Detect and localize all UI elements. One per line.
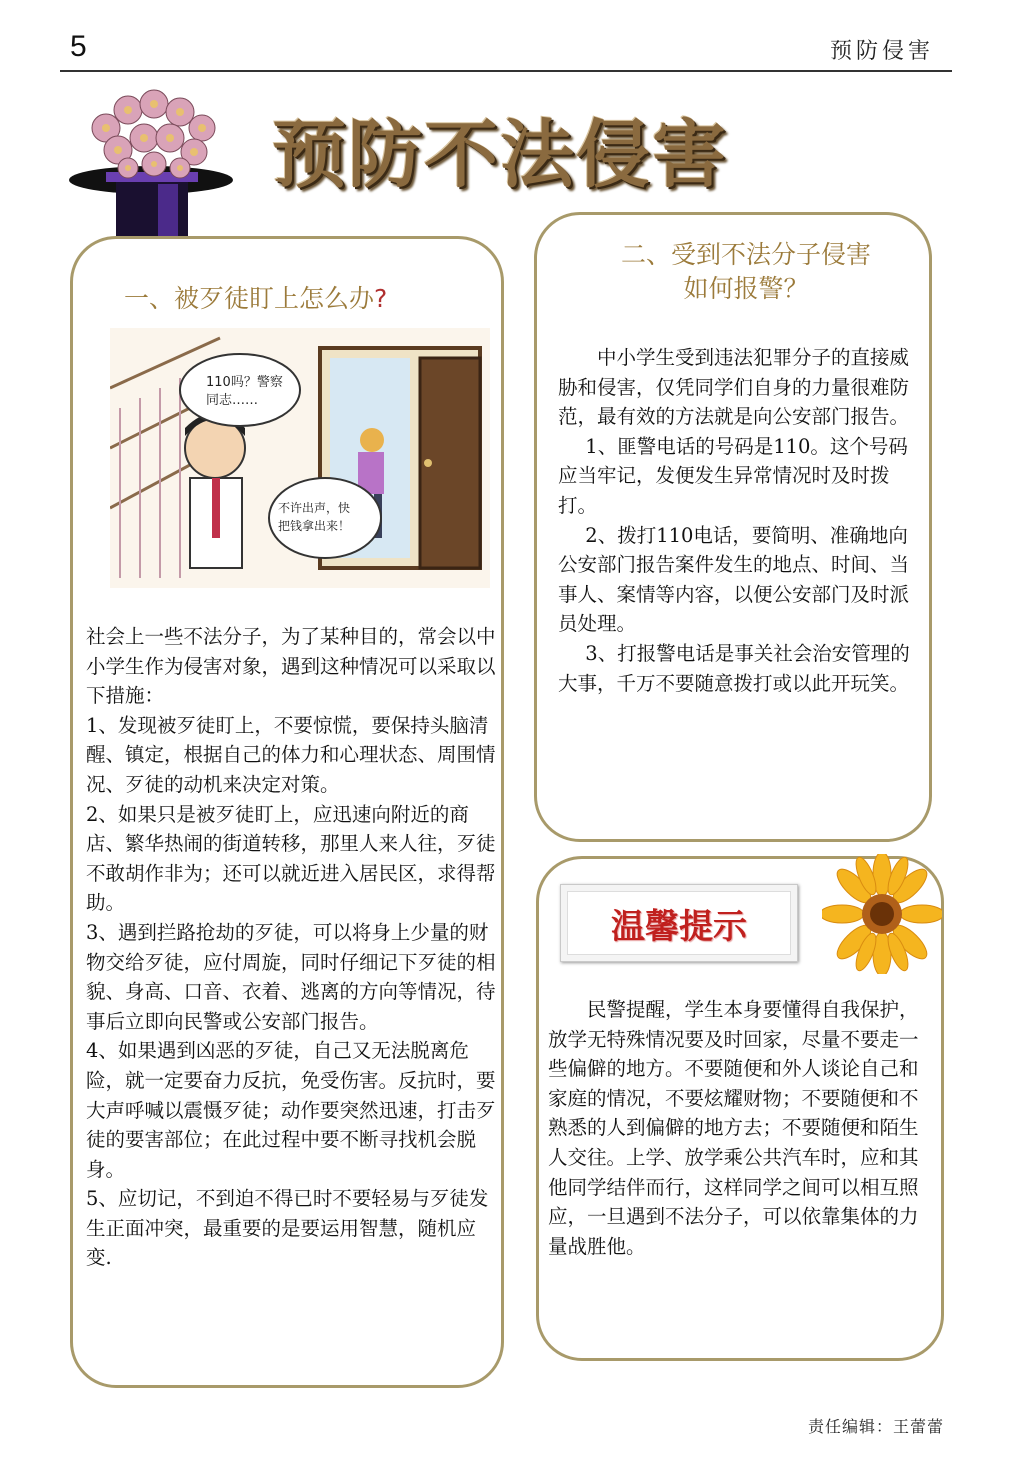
section-one-paragraph: 4、如果遇到凶恶的歹徒，自己又无法脱离危险，就一定要奋力反抗，免受伤害。反抗时，要大声呼喊以震慑歹徒；动作要突然迅速，打击歹徒的要害部位；在此过程中要不断寻找机会脱身。 <box>86 1039 496 1181</box>
tip-label-box <box>560 884 798 962</box>
header-divider <box>60 70 952 72</box>
sunflower-icon <box>822 854 942 974</box>
comic-bubble-bottom-line1: 不许出声，快 <box>278 501 351 515</box>
comic-bubble-top-line1: 110吗？警察 <box>206 375 283 390</box>
section-two-body <box>558 343 920 698</box>
section-two-intro: 中小学生受到违法犯罪分子的直接威胁和侵害，仅凭同学们自身的力量很难防范，最有效的方法就是向公安部门报告。 <box>558 346 910 429</box>
section-two-item: 1、匪警电话的号码是110。这个号码应当牢记，发便发生异常情况时及时拨打。 <box>558 434 908 517</box>
header-title: 预防侵害 <box>829 39 934 64</box>
section-two-heading-line1: 二、受到不法分子侵害 <box>620 240 871 269</box>
comic-bubble-bottom-line2: 把钱拿出来！ <box>278 519 351 533</box>
section-one-body <box>86 622 498 1273</box>
section-two-item: 2、拨打110电话，要简明、准确地向公安部门报告案件发生的地点、时间、当事人、案情等内容，以便公安部门及时派员处理。 <box>558 523 910 636</box>
section-one-paragraph: 5、应切记，不到迫不得已时不要轻易与歹徒发生正面冲突，最重要的是要运用智慧，随机应变. <box>86 1187 489 1270</box>
footer-editor: 责任编辑：王蕾蕾 <box>807 1417 944 1436</box>
section-one-heading <box>124 282 387 316</box>
section-one-paragraph: 3、遇到拦路抢劫的歹徒，可以将身上少量的财物交给歹徒，应付周旋，同时仔细记下歹徒的相貌、身高、口音、衣着、逃离的方向等情况，待事后立即向民警或公安部门报告。 <box>86 920 496 1033</box>
banner-title: 预防不法侵害 <box>272 112 728 198</box>
section-two-heading-line2: 如何报警？ <box>683 274 809 303</box>
tip-label: 温馨提示 <box>567 891 791 955</box>
section-one-heading-text: 一、被歹徒盯上怎么办 <box>124 284 375 313</box>
tip-text: 民警提醒，学生本身要懂得自我保护，放学无特殊情况要及时回家，尽量不要走一些偏僻的地方。不要随便和外人谈论自己和家庭的情况，不要炫耀财物；不要随便和不熟悉的人到偏僻的地方去；不要随便和陌生人交往。上学、放学乘公共汽车时，应和其他同学结伴而行，这样同学之间可以相互照应，一旦遇到不法分子，可以依靠集体的力量战胜他。 <box>548 998 919 1258</box>
section-one-paragraph: 社会上一些不法分子，为了某种目的，常会以中小学生作为侵害对象，遇到这种情况可以采取以下措施： <box>86 625 496 708</box>
comic-illustration <box>110 328 490 588</box>
tip-body <box>548 995 926 1261</box>
page-number: 5 <box>70 30 87 63</box>
section-one-paragraph: 2、如果只是被歹徒盯上，应迅速向附近的商店、繁华热闹的街道转移，那里人来人往，歹徒不敢胡作非为；还可以就近进入居民区，求得帮助。 <box>86 802 496 915</box>
section-one-paragraph: 1、发现被歹徒盯上，不要惊慌，要保持头脑清醒、镇定，根据自己的体力和心理状态、周围情况、歹徒的动机来决定对策。 <box>86 713 496 796</box>
section-two-item: 3、打报警电话是事关社会治安管理的大事，千万不要随意拨打或以此开玩笑。 <box>558 641 910 695</box>
section-two-heading <box>586 238 906 306</box>
comic-bubble-top-line2: 同志…… <box>206 393 259 408</box>
section-one-heading-mark: ? <box>374 284 388 313</box>
